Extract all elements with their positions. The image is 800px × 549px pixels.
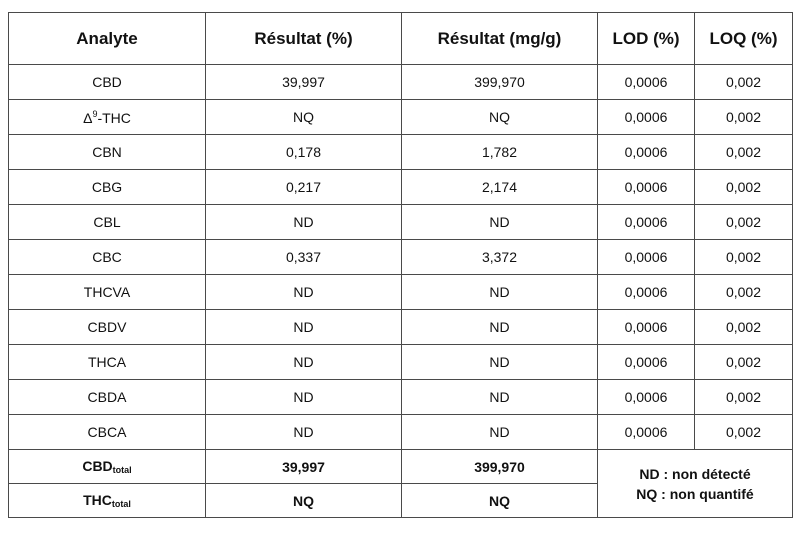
- total-label-subscript: total: [112, 465, 132, 475]
- result-mgg-cell: 3,372: [402, 240, 598, 275]
- header-result-mg-per-g: Résultat (mg/g): [402, 13, 598, 65]
- result-mgg-cell: ND: [402, 275, 598, 310]
- loq-cell: 0,002: [695, 275, 793, 310]
- total-result-mgg-cell: 399,970: [402, 450, 598, 484]
- table-row: [9, 100, 793, 135]
- loq-cell: 0,002: [695, 100, 793, 135]
- lod-cell: 0,0006: [598, 380, 695, 415]
- loq-cell: 0,002: [695, 170, 793, 205]
- analyte-cell: CBDV: [9, 310, 206, 345]
- result-percent-cell: ND: [206, 205, 402, 240]
- table-row: [9, 380, 793, 415]
- result-percent-cell: 0,178: [206, 135, 402, 170]
- result-percent-cell: 0,337: [206, 240, 402, 275]
- analyte-cell: CBDA: [9, 380, 206, 415]
- header-row: [9, 13, 793, 65]
- result-percent-cell: ND: [206, 310, 402, 345]
- loq-cell: 0,002: [695, 310, 793, 345]
- lod-cell: 0,0006: [598, 205, 695, 240]
- result-mgg-cell: ND: [402, 345, 598, 380]
- loq-cell: 0,002: [695, 380, 793, 415]
- analyte-cell: CBCA: [9, 415, 206, 450]
- result-percent-cell: NQ: [206, 100, 402, 135]
- result-percent-cell: ND: [206, 345, 402, 380]
- analyte-prefix: Δ: [83, 109, 93, 126]
- lod-cell: 0,0006: [598, 310, 695, 345]
- total-label: THC: [83, 492, 112, 508]
- result-mgg-cell: ND: [402, 380, 598, 415]
- result-percent-cell: ND: [206, 415, 402, 450]
- analyte-cell: CBC: [9, 240, 206, 275]
- result-percent-cell: ND: [206, 275, 402, 310]
- table-row: [9, 345, 793, 380]
- table-row: [9, 65, 793, 100]
- analyte-cell: CBL: [9, 205, 206, 240]
- loq-cell: 0,002: [695, 240, 793, 275]
- analyte-cell: [9, 100, 206, 135]
- result-mgg-cell: 2,174: [402, 170, 598, 205]
- loq-cell: 0,002: [695, 415, 793, 450]
- lod-cell: 0,0006: [598, 65, 695, 100]
- lod-cell: 0,0006: [598, 275, 695, 310]
- table-row: [9, 135, 793, 170]
- table-row: [9, 170, 793, 205]
- loq-cell: 0,002: [695, 135, 793, 170]
- total-result-percent-cell: NQ: [206, 484, 402, 518]
- analyte-cell: CBD: [9, 65, 206, 100]
- analyte-superscript: 9: [92, 108, 98, 119]
- result-percent-cell: 0,217: [206, 170, 402, 205]
- analyte-cell: THCVA: [9, 275, 206, 310]
- result-mgg-cell: ND: [402, 415, 598, 450]
- lod-cell: 0,0006: [598, 415, 695, 450]
- table-row: [9, 240, 793, 275]
- analyte-cell: CBG: [9, 170, 206, 205]
- table-row: [9, 275, 793, 310]
- results-table: [8, 12, 793, 518]
- total-result-percent-cell: 39,997: [206, 450, 402, 484]
- total-result-mgg-cell: NQ: [402, 484, 598, 518]
- legend-cell: [598, 450, 793, 518]
- lod-cell: 0,0006: [598, 100, 695, 135]
- total-label: CBD: [82, 458, 113, 474]
- header-result-percent: Résultat (%): [206, 13, 402, 65]
- analyte-cell: CBN: [9, 135, 206, 170]
- result-mgg-cell: ND: [402, 310, 598, 345]
- loq-cell: 0,002: [695, 205, 793, 240]
- result-percent-cell: ND: [206, 380, 402, 415]
- table-row: [9, 205, 793, 240]
- result-mgg-cell: NQ: [402, 100, 598, 135]
- legend-nq: NQ : non quantifé: [636, 485, 754, 502]
- result-percent-cell: 39,997: [206, 65, 402, 100]
- total-row-cbd: [9, 450, 793, 484]
- result-mgg-cell: ND: [402, 205, 598, 240]
- lod-cell: 0,0006: [598, 135, 695, 170]
- lod-cell: 0,0006: [598, 240, 695, 275]
- header-lod: LOD (%): [598, 13, 695, 65]
- table-row: [9, 415, 793, 450]
- total-label-cell: [9, 484, 206, 518]
- result-mgg-cell: 1,782: [402, 135, 598, 170]
- header-loq: LOQ (%): [695, 13, 793, 65]
- result-mgg-cell: 399,970: [402, 65, 598, 100]
- total-label-cell: [9, 450, 206, 484]
- analyte-cell: THCA: [9, 345, 206, 380]
- lod-cell: 0,0006: [598, 345, 695, 380]
- loq-cell: 0,002: [695, 65, 793, 100]
- total-label-subscript: total: [111, 499, 131, 509]
- lod-cell: 0,0006: [598, 170, 695, 205]
- header-analyte: Analyte: [9, 13, 206, 65]
- legend-nd: ND : non détecté: [639, 465, 751, 482]
- loq-cell: 0,002: [695, 345, 793, 380]
- table-row: [9, 310, 793, 345]
- analyte-suffix: -THC: [97, 109, 131, 126]
